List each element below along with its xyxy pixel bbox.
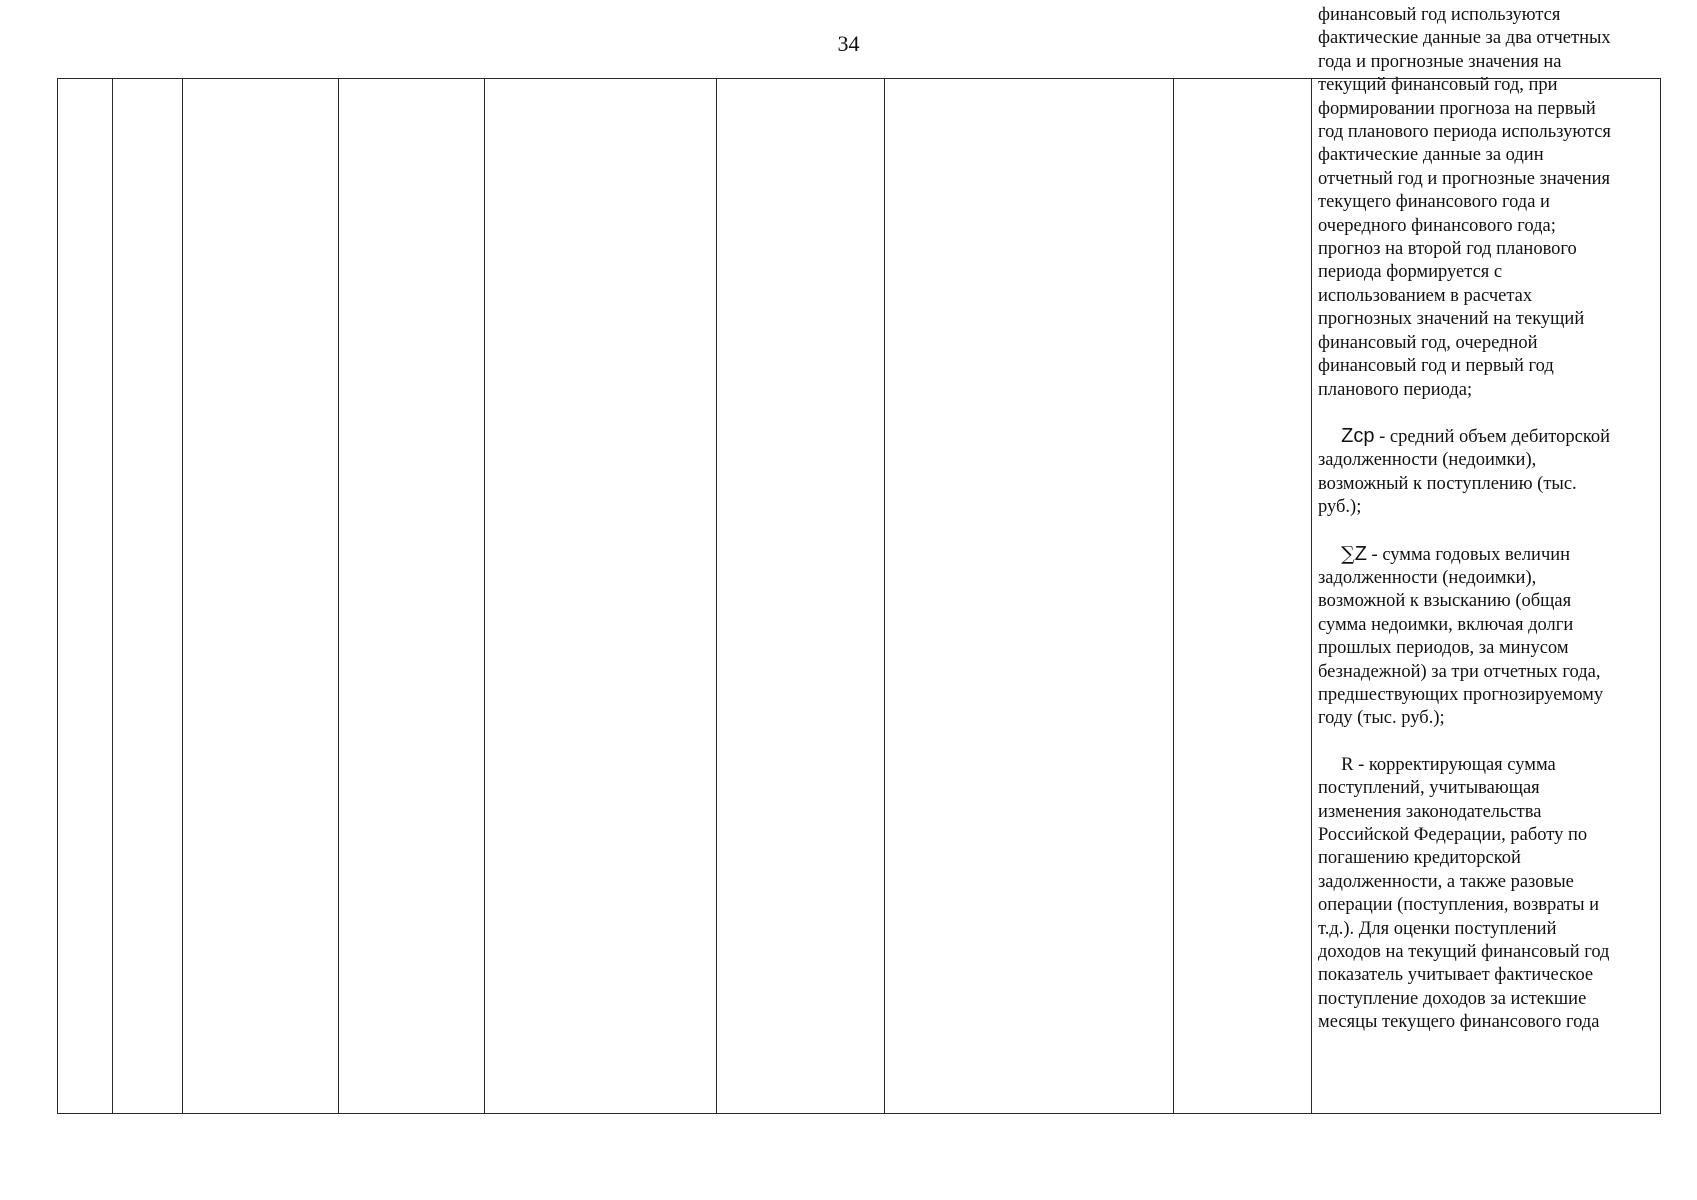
column-divider [484,79,485,1113]
column-divider [112,79,113,1113]
r-paragraph [1318,754,1656,1035]
column-divider [182,79,183,1113]
zcp-symbol: Zср [1341,424,1375,447]
r-text: - корректирующая сумма поступлений, учитывающая изменения законодательства Российской Федерации, работу по погашению кредиторской задолженности, а также разовые операции (поступления, возвраты и т.д.). Для оценки поступлений доходов на текущий финансовый год показатель учитывает фактическое поступление доходов за истекшие месяцы текущего финансового года [1318,754,1610,1033]
sumz-paragraph [1318,543,1656,731]
page-number: 34 [837,31,860,56]
column-divider [884,79,885,1113]
zcp-paragraph [1318,425,1656,520]
r-symbol: R [1341,754,1354,775]
description-cell [1318,4,1656,1035]
sumz-text: - сумма годовых величин задолженности (недоимки), возможной к взысканию (общая сумма недоимки, включая долги прошлых периодов, за минусом безнадежной) за три отчетных года, предшествующих прогнозируемому году (тыс. руб.); [1318,544,1604,729]
zcp-text: - средний объем дебиторской задолженности (недоимки), возможный к поступлению (тыс. руб.); [1318,426,1611,518]
column-divider [1173,79,1174,1113]
column-divider [716,79,717,1113]
intro-paragraph: финансовый год используются фактические данные за два отчетных года и прогнозные значения на текущий финансовый год, при формировании прогноза на первый год планового периода используются фактические данные за один отчетный год и прогнозные значения текущего финансового года и очередного финансового года; прогноз на второй год планового периода формируется с использованием в расчетах прогнозных значений на текущий финансовый год, очередной финансовый год и первый год планового периода; [1318,5,1611,400]
column-divider [1311,79,1312,1113]
sum-symbol: ∑ [1341,542,1355,565]
z-symbol: Z [1354,542,1367,565]
column-divider [338,79,339,1113]
